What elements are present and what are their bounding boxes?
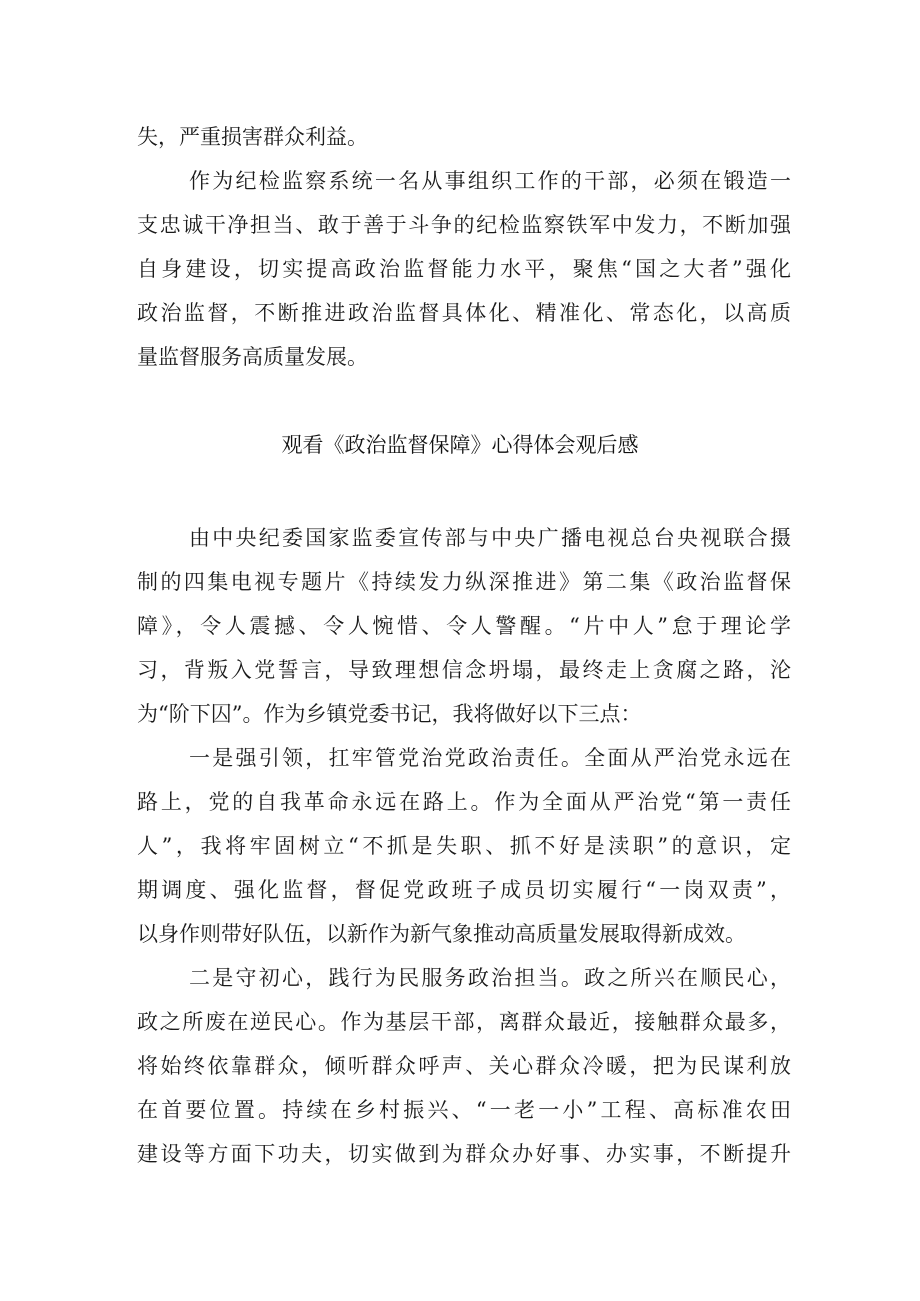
text-line: 失，严重损害群众利益。 bbox=[137, 125, 368, 149]
text-line: 支忠诚干净担当、敢于善于斗争的纪检监察铁军中发力，不断加强 bbox=[137, 213, 791, 237]
text-line: 作为纪检监察系统一名从事组织工作的干部，必须在锻造一 bbox=[189, 169, 791, 193]
article-title: 观看《政治监督保障》心得体会观后感 bbox=[281, 433, 639, 457]
text-line: 由中央纪委国家监委宣传部与中央广播电视总台央视联合摄 bbox=[189, 526, 791, 550]
text-line: 障》，令人震撼、令人惋惜、令人警醒。“片中人”怠于理论学 bbox=[137, 614, 791, 638]
text-line: 以身作则带好队伍，以新作为新气象推动高质量发展取得新成效。 bbox=[137, 922, 746, 946]
text-line: 二是守初心，践行为民服务政治担当。政之所兴在顺民心， bbox=[189, 966, 791, 990]
text-line: 路上，党的自我革命永远在路上。作为全面从严治党“第一责任 bbox=[137, 790, 791, 814]
text-line: 建设等方面下功夫，切实做到为群众办好事、办实事，不断提升 bbox=[137, 1142, 791, 1166]
text-line: 一是强引领，扛牢管党治党政治责任。全面从严治党永远在 bbox=[189, 746, 791, 770]
text-line: 为“阶下囚”。作为乡镇党委书记，我将做好以下三点： bbox=[137, 702, 642, 726]
paragraph-block-main bbox=[137, 516, 791, 1176]
text-line: 政之所废在逆民心。作为基层干部，离群众最近，接触群众最多， bbox=[137, 1010, 791, 1034]
text-line: 制的四集电视专题片《持续发力纵深推进》第二集《政治监督保 bbox=[137, 570, 791, 594]
text-line: 人”，我将牢固树立“不抓是失职、抓不好是渎职”的意识，定 bbox=[137, 834, 791, 858]
paragraph-block-intro bbox=[137, 115, 791, 379]
text-line: 将始终依靠群众，倾听群众呼声、关心群众冷暖，把为民谋利放 bbox=[137, 1054, 791, 1078]
text-line: 在首要位置。持续在乡村振兴、“一老一小”工程、高标准农田 bbox=[137, 1098, 791, 1122]
text-line: 政治监督，不断推进政治监督具体化、精准化、常态化，以高质 bbox=[137, 301, 791, 325]
text-line: 量监督服务高质量发展。 bbox=[137, 345, 368, 369]
text-line: 期调度、强化监督，督促党政班子成员切实履行“一岗双责”， bbox=[137, 878, 791, 902]
text-line: 自身建设，切实提高政治监督能力水平，聚焦“国之大者”强化 bbox=[137, 257, 791, 281]
text-line: 习，背叛入党誓言，导致理想信念坍塌，最终走上贪腐之路，沦 bbox=[137, 658, 791, 682]
